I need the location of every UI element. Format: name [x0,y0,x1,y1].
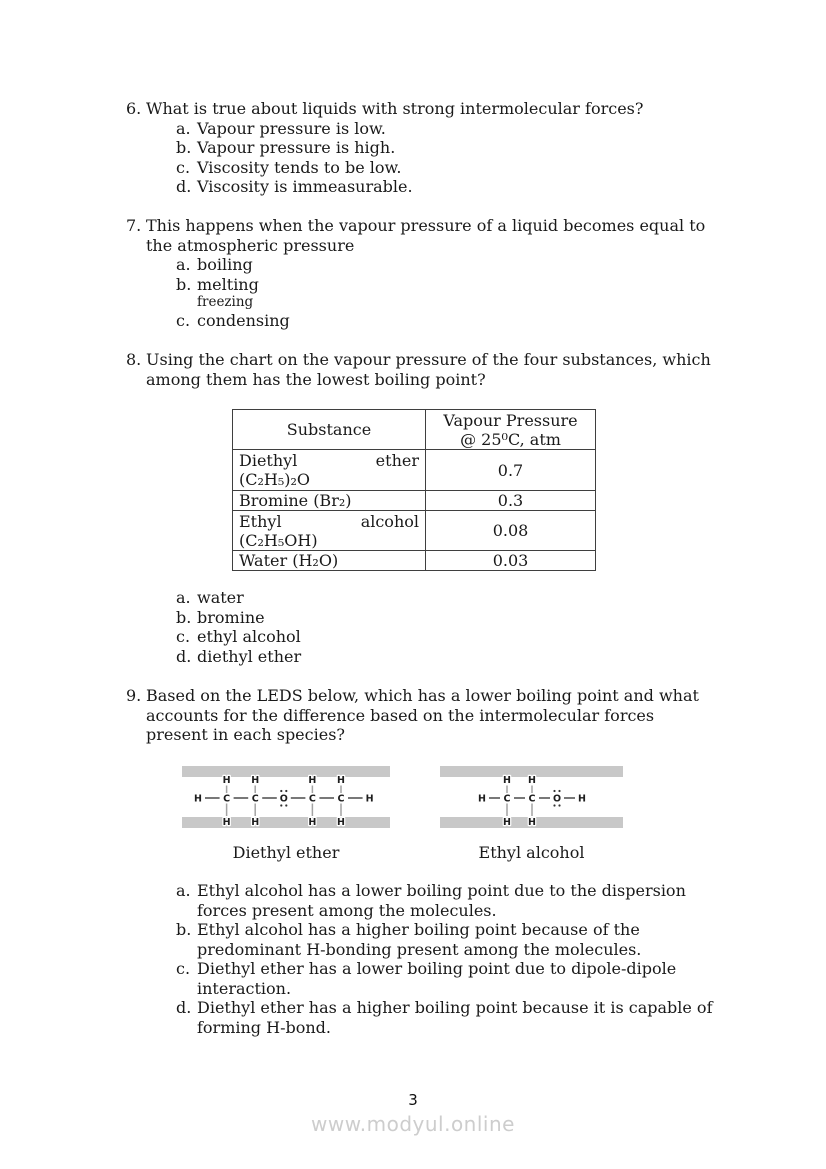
option-text-line-2: predominant H-bonding present among the molecules. [197,939,642,959]
ethyl-alcohol-label: Ethyl alcohol [478,843,585,862]
option-letter: b. [176,138,192,157]
option-text: Viscosity tends to be low. [197,157,402,177]
svg-text:H: H [503,775,511,786]
question-9-line-1 [124,686,784,706]
option-text: Vapour pressure is high. [197,138,396,157]
option-text: Vapour pressure is low. [197,118,386,138]
question-6-number: 6. [126,99,142,118]
question-7-number: 7. [126,216,142,235]
ethyl-alcohol-structure [440,766,623,828]
svg-text:H: H [222,775,231,786]
question-7 [124,216,784,331]
option-text: diethyl ether [197,646,302,666]
option-letter: c. [176,311,191,330]
page-number: 3 [408,1091,418,1109]
question-8-option-a [124,588,784,608]
question-6-option-b [124,138,784,158]
question-7-option-freezing [124,294,784,311]
substance-cell [233,511,426,551]
question-9-option-b [124,920,784,959]
option-text: condensing [197,311,290,330]
question-7-option-b [124,275,784,295]
option-letter: d. [176,177,192,196]
svg-text:H: H [251,817,260,828]
option-letter: b. [176,274,192,294]
question-6-option-a [124,119,784,139]
option-text: melting [197,274,259,294]
option-letter: d. [176,998,192,1017]
svg-text:H: H [308,775,317,786]
diethyl-ether-structure [182,766,390,828]
diethyl-ether-label: Diethyl ether [232,843,340,862]
svg-text:H: H [578,793,586,805]
question-6-option-d [124,177,784,197]
question-8-options [124,588,784,666]
option-letter: a. [176,118,191,138]
watermark-url: www.modyul.online [311,1112,515,1136]
vapour-pressure-header-line-1: Vapour Pressure [443,410,578,430]
vapour-pressure-header-line-2: @ 25⁰C, atm [460,429,561,449]
question-9-line-3: present in each species? [146,725,345,744]
substance-header: Substance [233,410,426,450]
question-7-line-1 [124,216,784,236]
question-8-option-c [124,627,784,647]
substance-cell [233,450,426,491]
svg-text:H: H [528,775,536,786]
svg-text:C: C [337,793,345,805]
question-8-option-d [124,647,784,667]
option-text-line-2: forces present among the molecules. [197,900,497,920]
question-9-options [124,881,784,1037]
option-text-line-2: forming H-bond. [197,1017,331,1037]
question-6 [124,99,784,197]
svg-text:H: H [308,817,317,828]
svg-text:C: C [308,793,316,805]
question-7-line-2: the atmospheric pressure [146,235,355,255]
vapour-pressure-header [426,410,596,450]
option-text: water [197,588,244,607]
option-letter: b. [176,920,192,939]
question-7-text: This happens when the vapour pressure of a liquid becomes equal to [146,216,706,235]
substance-name-right: alcohol [360,511,419,531]
table-header-row [233,410,596,450]
question-6-option-c [124,158,784,178]
question-8-option-b [124,608,784,628]
question-8-line-1 [124,350,784,370]
option-text-line-2: interaction. [197,978,292,998]
svg-text:H: H [251,775,260,786]
option-text: bromine [197,607,265,627]
substance-formula: (C₂H₅OH) [239,530,318,550]
svg-text:H: H [194,793,202,805]
question-9 [124,686,784,745]
vapour-pressure-table [232,409,596,571]
option-text-line-1: Diethyl ether has a lower boiling point due to dipole-dipole [197,959,677,978]
substance-cell: Water (H₂O) [233,551,426,571]
option-letter: c. [176,157,191,177]
question-6-text: What is true about liquids with strong intermolecular forces? [146,99,644,118]
svg-text:C: C [251,793,259,805]
pressure-value: 0.3 [426,491,596,511]
question-8-number: 8. [126,350,142,369]
pressure-value: 0.08 [426,511,596,551]
substance-name [239,451,419,470]
option-letter: a. [176,588,191,607]
option-text-line-1: Ethyl alcohol has a higher boiling point because of the [197,920,640,939]
option-letter: b. [176,607,192,627]
question-9-number: 9. [126,686,142,705]
option-letter: c. [176,959,191,978]
option-text: ethyl alcohol [197,627,301,646]
substance-name-left: Diethyl [239,451,298,470]
question-7-option-c [124,311,784,331]
option-letter: a. [176,255,191,274]
question-9-option-d [124,998,784,1037]
table-row-ethyl-alcohol [233,511,596,551]
table-row-bromine [233,491,596,511]
question-6-line-1 [124,99,784,119]
lewis-structure-diethyl-ether [182,766,390,828]
svg-text:H: H [503,817,511,828]
table-row-water [233,551,596,571]
svg-text:H: H [337,775,345,786]
substance-name [239,512,419,531]
question-7-option-a [124,255,784,275]
option-text: Viscosity is immeasurable. [197,177,413,196]
option-letter: d. [176,646,192,666]
svg-text:H: H [365,793,374,805]
question-9-text: Based on the LEDS below, which has a lower boiling point and what [146,686,699,705]
substance-cell: Bromine (Br₂) [233,491,426,511]
svg-text:H: H [337,817,345,828]
pressure-value: 0.03 [426,551,596,571]
question-8-line-2: among them has the lowest boiling point? [146,369,486,389]
question-9-line-2: accounts for the difference based on the intermolecular forces [146,705,655,725]
option-letter: c. [176,627,191,646]
svg-text:H: H [478,793,486,805]
svg-text:C: C [503,793,511,805]
pressure-value: 0.7 [426,450,596,491]
option-text-line-1: Ethyl alcohol has a lower boiling point due to the dispersion [197,881,686,900]
svg-text:O: O [552,793,562,805]
question-9-option-a [124,881,784,920]
lewis-structure-ethyl-alcohol [440,766,623,828]
table-row-diethyl-ether [233,450,596,491]
substance-name-right: ether [375,451,419,470]
svg-text:H: H [528,817,536,828]
question-8-text: Using the chart on the vapour pressure of the four substances, which [146,350,711,369]
substance-formula: (C₂H₅)₂O [239,470,311,489]
option-text: boiling [197,255,253,274]
svg-text:H: H [222,817,231,828]
svg-text:C: C [223,793,231,805]
question-9-option-c [124,959,784,998]
option-text: freezing [197,294,254,310]
svg-text:C: C [528,793,536,805]
question-8 [124,350,784,389]
substance-name-left: Ethyl [239,511,282,531]
option-text-line-1: Diethyl ether has a higher boiling point because it is capable of [197,998,713,1017]
option-letter: a. [176,881,191,900]
svg-text:O: O [279,793,288,805]
